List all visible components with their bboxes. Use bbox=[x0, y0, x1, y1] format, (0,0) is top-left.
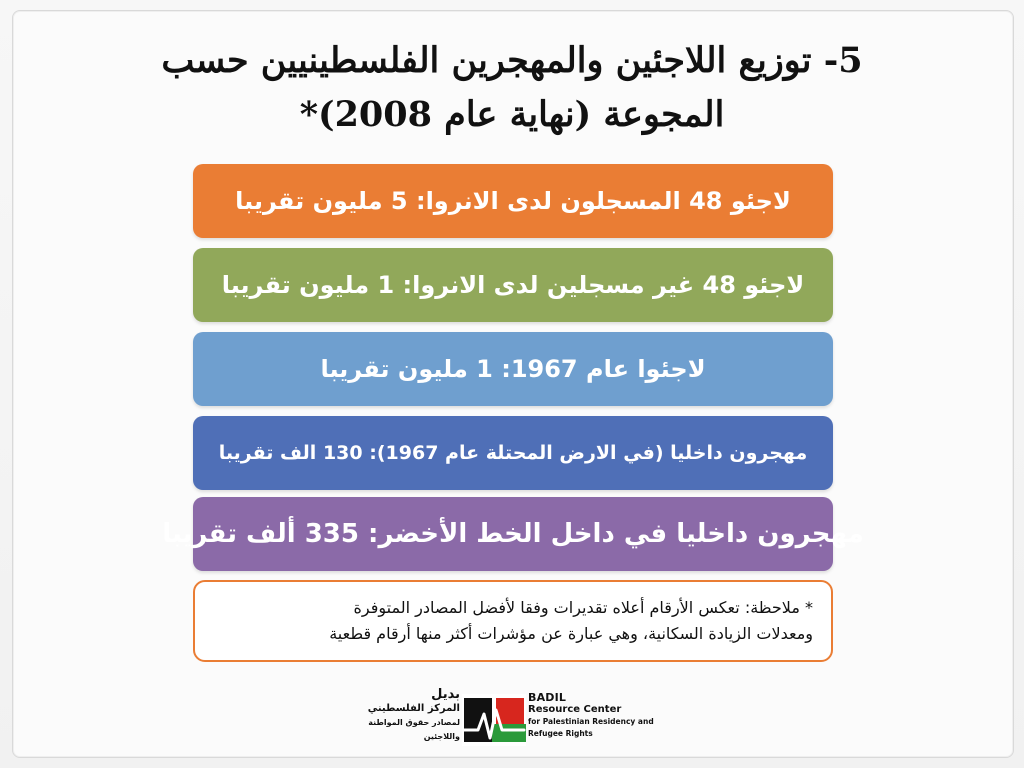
refugee-category-row bbox=[193, 164, 833, 238]
badil-logo bbox=[332, 688, 692, 758]
logo-english-text bbox=[528, 692, 688, 740]
refugee-category-text: مهجرون داخليا في داخل الخط الأخضر: 335 ألف تقريبا bbox=[162, 519, 864, 549]
logo-emblem-icon bbox=[462, 694, 526, 746]
estimate-note-box bbox=[193, 580, 833, 662]
logo-arabic-line3: لمصادر حقوق المواطنة واللاجئين bbox=[368, 718, 460, 741]
logo-arabic-name: بديل bbox=[431, 687, 460, 702]
note-line-2: ومعدلات الزيادة السكانية، وهي عبارة عن مؤشرات أكثر منها أرقام قطعية bbox=[329, 624, 813, 643]
refugee-category-text: مهجرون داخليا (في الارض المحتلة عام 1967): 130 الف تقريبا bbox=[218, 442, 808, 464]
refugee-category-row bbox=[193, 248, 833, 322]
refugee-category-text: لاجئو 48 المسجلون لدى الانروا: 5 مليون تقريبا bbox=[235, 187, 791, 215]
refugee-category-text: لاجئوا عام 1967: 1 مليون تقريبا bbox=[320, 355, 706, 383]
title-line-1: 5- توزيع اللاجئين والمهجرين الفلسطينيين حسب bbox=[161, 40, 863, 81]
logo-english-line3: for Palestinian Residency and bbox=[528, 717, 654, 726]
refugee-category-row bbox=[193, 332, 833, 406]
refugee-category-row bbox=[193, 416, 833, 490]
logo-english-line4: Refugee Rights bbox=[528, 729, 593, 738]
logo-arabic-line2: المركز الفلسطيني bbox=[367, 703, 460, 714]
refugee-category-row bbox=[162, 497, 864, 571]
slide-title bbox=[90, 34, 934, 142]
logo-english-name: BADIL bbox=[528, 691, 567, 704]
note-line-1: * ملاحظة: تعكس الأرقام أعلاه تقديرات وفقا لأفضل المصادر المتوفرة bbox=[353, 598, 813, 617]
title-line-2: المجوعة (نهاية عام 2008)* bbox=[299, 94, 725, 135]
logo-arabic-text bbox=[332, 688, 460, 744]
refugee-category-text: لاجئو 48 غير مسجلين لدى الانروا: 1 مليون تقريبا bbox=[221, 271, 805, 299]
logo-english-line2: Resource Center bbox=[528, 704, 622, 715]
